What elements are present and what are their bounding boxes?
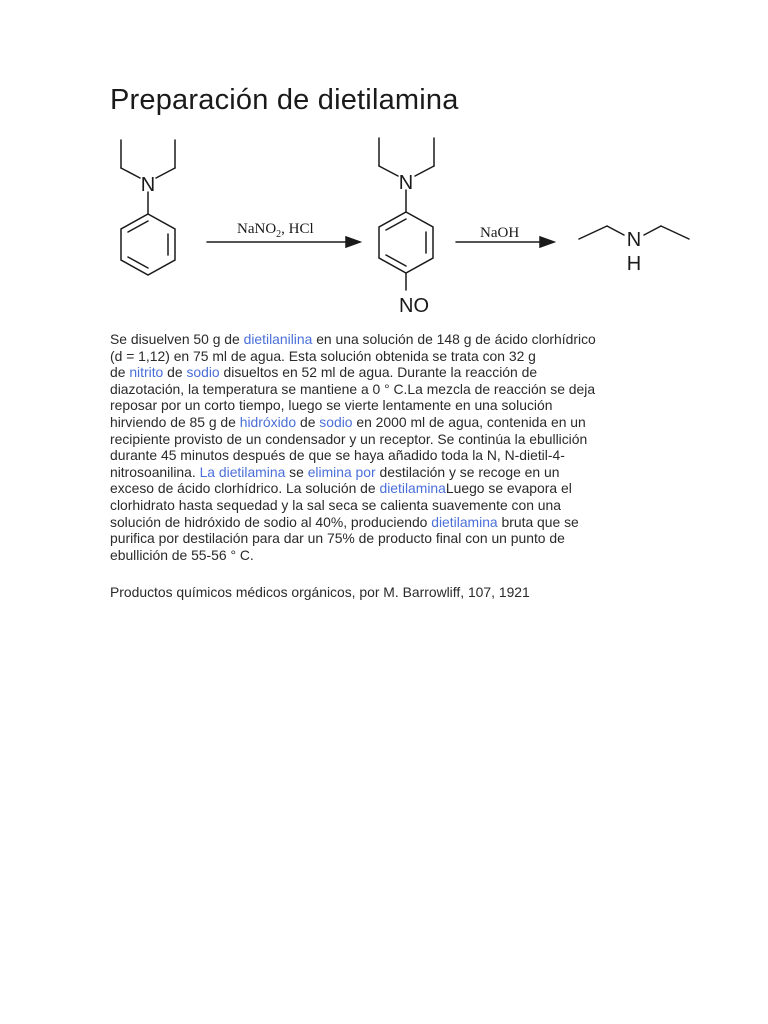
amine-hydrogen-label: H [626, 253, 642, 275]
link-la-dietilamina[interactable]: La dietilamina [199, 463, 286, 480]
link-hidroxido[interactable]: hidróxido [239, 413, 297, 430]
nitrogen-label: N [140, 174, 156, 196]
text-line: ebullición de 55-56 ° C. [110, 546, 254, 563]
reagent-nano2-hcl: NaNO$_2$, HCl [237, 221, 314, 240]
nitrogen-label-2: N [398, 172, 414, 194]
procedure-paragraph [110, 331, 655, 563]
diethylaniline-structure [121, 140, 175, 275]
link-sodio[interactable]: sodio [186, 364, 220, 381]
link-dietilamina-2[interactable]: dietilamina [431, 513, 498, 530]
link-dietilamina[interactable]: dietilamina [379, 480, 446, 497]
link-nitrito[interactable]: nitrito [129, 364, 164, 381]
text-line: exceso de ácido clorhídrico. La solución de dietilaminaLuego se evapora el [110, 480, 572, 497]
text-line: durante 45 minutos después de que se haya añadido toda la N, N-dietil-4- [110, 447, 565, 464]
reaction-scheme [110, 128, 690, 320]
text-line: clorhidrato hasta sequedad y la sal seca se calienta suavemente con una [110, 496, 561, 513]
text-line: solución de hidróxido de sodio al 40%, produciendo dietilamina bruta que se [110, 513, 579, 530]
nitrosoaniline-structure [379, 138, 434, 290]
amine-nitrogen-label: N [626, 229, 642, 251]
citation-text: Productos químicos médicos orgánicos, por M. Barrowliff, 107, 1921 [110, 584, 530, 600]
text-line: hirviendo de 85 g de hidróxido de sodio en 2000 ml de agua, contenida en un [110, 413, 586, 430]
nitroso-group-label: NO [399, 295, 429, 317]
text-line: purifica por destilación para dar un 75% de producto final con un punto de [110, 530, 565, 547]
page-title: Preparación de dietilamina [110, 84, 459, 116]
link-elimina-por[interactable]: elimina por [307, 463, 376, 480]
text-line: nitrosoanilina. La dietilamina se elimina por destilación y se recoge en un [110, 463, 560, 480]
text-line: de nitrito de sodio disueltos en 52 ml de agua. Durante la reacción de [110, 364, 538, 381]
text-line: diazotación, la temperatura se mantiene a 0 ° C.La mezcla de reacción se deja [110, 380, 596, 397]
link-sodio-2[interactable]: sodio [319, 413, 353, 430]
text-line: reposar por un corto tiempo, luego se vierte lentamente en una solución [110, 397, 553, 414]
link-dietilanilina[interactable]: dietilanilina [243, 331, 313, 347]
reagent-naoh: NaOH [480, 225, 520, 241]
text-line: recipiente provisto de un condensador y un receptor. Se continúa la ebullición [110, 430, 588, 447]
text-line: (d = 1,12) en 75 ml de agua. Esta solución obtenida se trata con 32 g [110, 347, 536, 364]
text-line: Se disuelven 50 g de dietilanilina en una solución de 148 g de ácido clorhídrico [110, 331, 596, 347]
